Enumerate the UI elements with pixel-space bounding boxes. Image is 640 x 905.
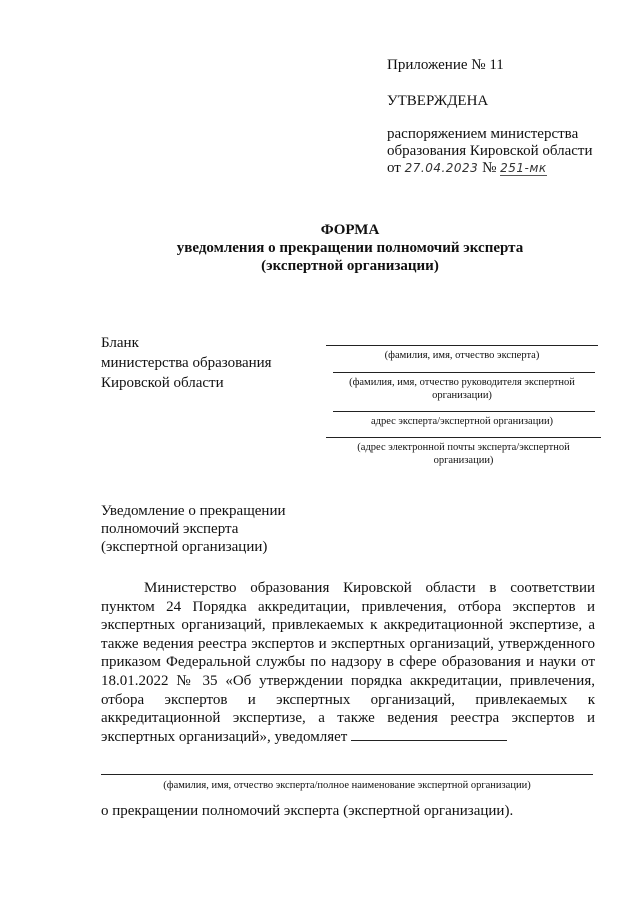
form-subtitle-line-1: уведомления о прекращении полномочий эксперта [176, 240, 524, 256]
addressee-name-caption: (фамилия, имя, отчество эксперта) [384, 350, 540, 361]
order-line-1: распоряжением министерства [387, 126, 579, 142]
handwritten-number: 251-мк [500, 161, 547, 175]
letterhead-line-1: Бланк [101, 335, 139, 351]
closing-line: о прекращении полномочий эксперта (экспертной организации). [101, 803, 514, 819]
approved-label: УТВЕРЖДЕНА [387, 93, 489, 109]
notified-party-blank [351, 728, 507, 741]
subject-line-1: Уведомление о прекращении [101, 503, 286, 519]
order-line-2: образования Кировской области [387, 143, 593, 159]
addressee-head-line [333, 372, 595, 373]
appendix-label: Приложение № 11 [387, 57, 504, 73]
form-title: ФОРМА [320, 222, 380, 238]
body-paragraph [101, 579, 595, 746]
date-prefix: от [387, 160, 401, 176]
addressee-email-caption-2: организации) [433, 455, 494, 466]
addressee-name-line [326, 345, 598, 346]
body-text: Министерство образования Кировской области в соответствии пунктом 24 Порядка аккредитации, привлечения, отбора экспертов и экспертных организаций, привлекаемых к аккредитационной экспертизе, а также ведения реестра экспертов и экспертных организаций, утвержденного приказом Федеральной службы по надзору в сфере образования и науки от 18.01.2022 № 35 «Об утверждении порядка аккредитации, привлечения, отбора экспертов и экспертных организаций, привлекаемых к аккредитационной экспертизе, а также ведения реестра экспертов и экспертных организаций», уведомляет [101, 580, 595, 745]
order-date-line [387, 159, 547, 177]
addressee-head-caption-1: (фамилия, имя, отчество руководителя экспертной [349, 377, 575, 388]
handwritten-date: 27.04.2023 [404, 161, 479, 175]
notified-party-caption: (фамилия, имя, отчество эксперта/полное наименование экспертной организации) [163, 780, 531, 791]
addressee-email-caption-1: (адрес электронной почты эксперта/экспертной [357, 442, 570, 453]
letterhead-line-3: Кировской области [101, 375, 224, 391]
addressee-address-line [333, 411, 595, 412]
addressee-address-caption: адрес эксперта/экспертной организации) [370, 416, 554, 427]
letterhead-line-2: министерства образования [101, 355, 272, 371]
addressee-head-caption-2: организации) [432, 390, 492, 401]
subject-line-2: полномочий эксперта [101, 521, 239, 537]
number-prefix: № [482, 160, 497, 176]
addressee-email-line [326, 437, 601, 438]
form-subtitle-line-2: (экспертной организации) [261, 258, 439, 274]
notified-party-line [101, 774, 593, 775]
subject-line-3: (экспертной организации) [101, 539, 268, 555]
